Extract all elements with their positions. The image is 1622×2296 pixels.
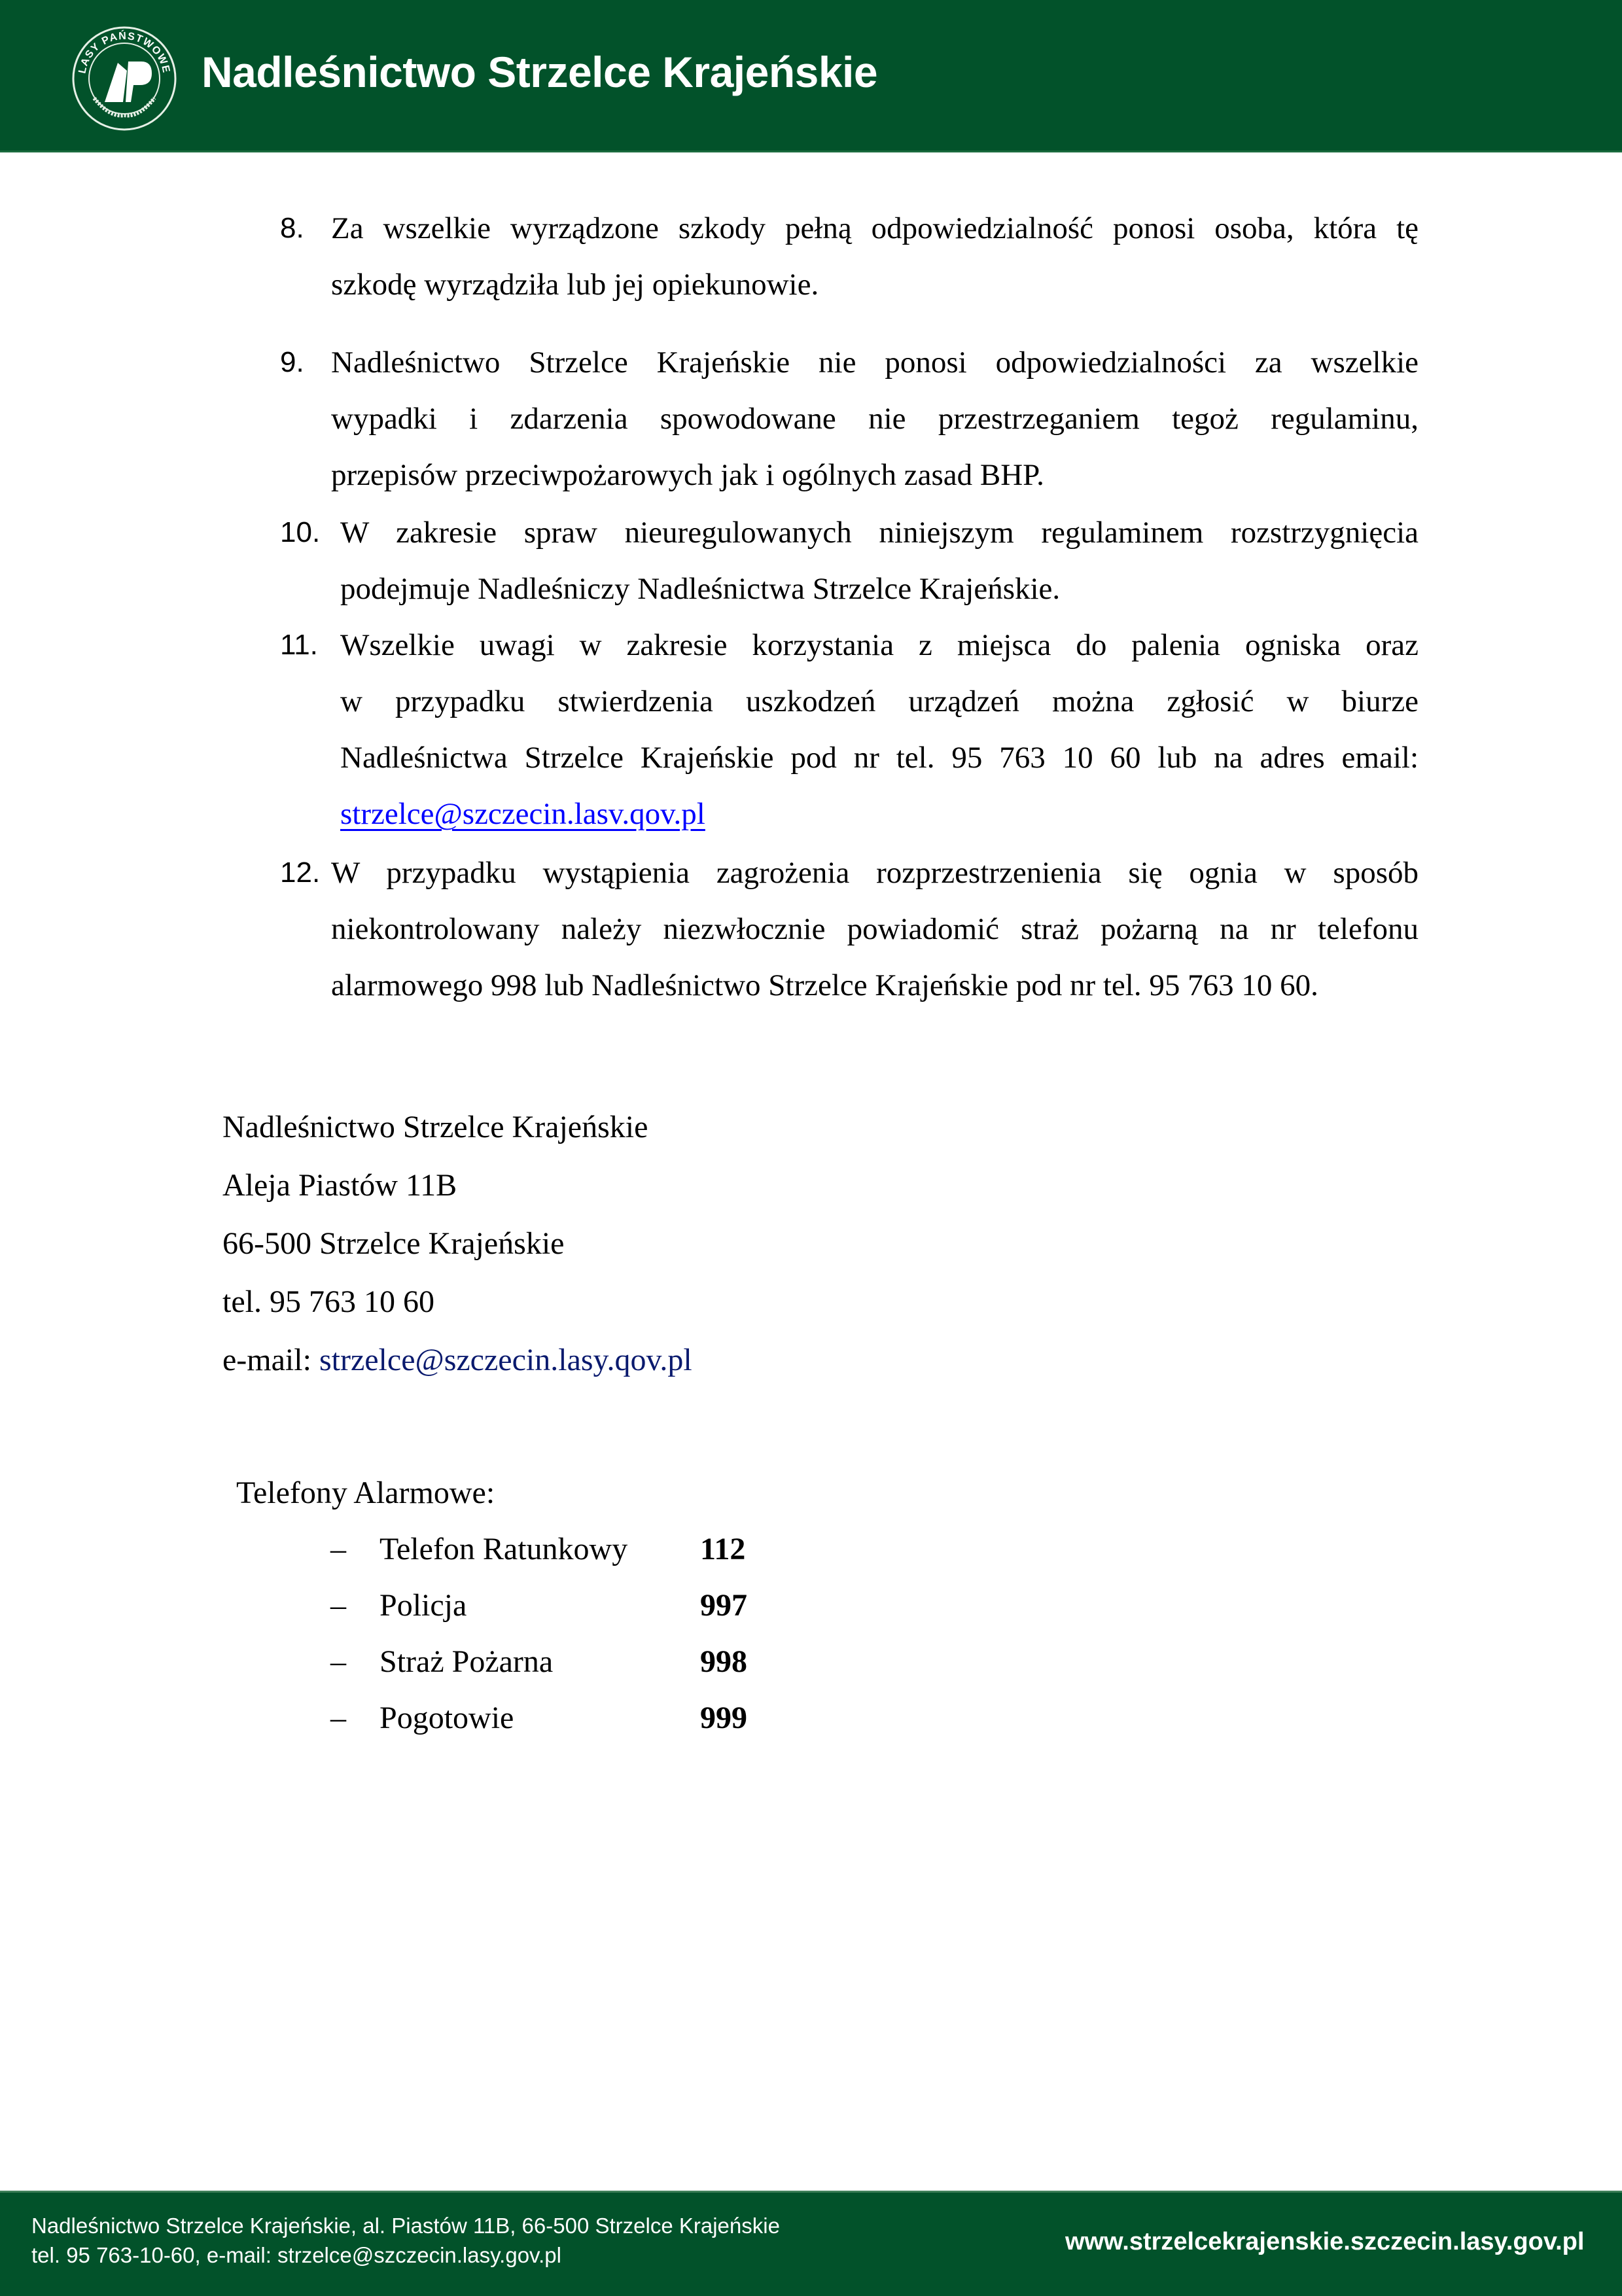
dash-bullet-icon: –: [330, 1644, 346, 1679]
alarm-phones-title: Telefony Alarmowe:: [236, 1475, 495, 1510]
dash-bullet-icon: –: [330, 1701, 346, 1735]
contact-phone: tel. 95 763 10 60: [222, 1284, 434, 1319]
contact-email-link[interactable]: strzelce@szczecin.lasy.qov.pl: [319, 1343, 692, 1377]
alarm-item-number: 999: [700, 1701, 747, 1735]
page-footer: [0, 2191, 1622, 2296]
alarm-item-number: 998: [700, 1644, 747, 1679]
rule-text-line: w przypadku stwierdzenia uszkodzeń urządzeń można zgłosić w biurze: [340, 684, 1419, 718]
svg-text:LASY PAŃSTWOWE: LASY PAŃSTWOWE: [77, 30, 172, 75]
alarm-item-name: Straż Pożarna: [379, 1644, 554, 1679]
page-title: Nadleśnictwo Strzelce Krajeńskie: [202, 48, 878, 96]
rule-text-line: wypadki i zdarzenia spowodowane nie przestrzeganiem tegoż regulaminu,: [331, 402, 1419, 436]
rule-number: 8.: [280, 212, 304, 244]
alarm-item: [330, 1644, 788, 1700]
dash-bullet-icon: –: [330, 1588, 346, 1623]
alarm-item-number: 997: [700, 1588, 747, 1623]
rule-text-line: alarmowego 998 lub Nadleśnictwo Strzelce Krajeńskie pod nr tel. 95 763 10 60.: [331, 968, 1318, 1002]
rule-number: 12.: [280, 857, 321, 889]
alarm-item: [330, 1587, 788, 1644]
page-header: [0, 0, 1622, 152]
rule-text-line: W przypadku wystąpienia zagrożenia rozprzestrzenienia się ognia w sposób: [331, 856, 1419, 890]
contact-block: [222, 1098, 692, 1389]
rule-text-line: Wszelkie uwagi w zakresie korzystania z miejsca do palenia ogniska oraz: [340, 628, 1419, 662]
rule-text-line: Nadleśnictwo Strzelce Krajeńskie nie ponosi odpowiedzialności za wszelkie: [331, 345, 1419, 380]
rule-text-line: Nadleśnictwa Strzelce Krajeńskie pod nr tel. 95 763 10 60 lub na adres email:: [340, 741, 1419, 775]
footer-address: [31, 2211, 780, 2270]
alarm-item: [330, 1531, 788, 1587]
dash-bullet-icon: –: [330, 1532, 346, 1566]
footer-website-link[interactable]: www.strzelcekrajenskie.szczecin.lasy.gov.pl: [1065, 2228, 1585, 2255]
alarm-item-name: Pogotowie: [379, 1701, 514, 1735]
footer-contact-line: tel. 95 763-10-60, e-mail: strzelce@szczecin.lasy.gov.pl: [31, 2243, 561, 2267]
alarm-item: [330, 1700, 788, 1756]
rule-number: 11.: [280, 629, 318, 661]
contact-email-label: e-mail:: [222, 1343, 311, 1377]
contact-name: Nadleśnictwo Strzelce Krajeńskie: [222, 1110, 648, 1144]
rule-text-line: Za wszelkie wyrządzone szkody pełną odpowiedzialność ponosi osoba, która tę: [331, 211, 1419, 245]
contact-city: 66-500 Strzelce Krajeńskie: [222, 1226, 565, 1261]
contact-street: Aleja Piastów 11B: [222, 1168, 457, 1203]
rule-email-link[interactable]: strzelce@szczecin.lasv.qov.pl: [340, 797, 705, 831]
footer-address-line: Nadleśnictwo Strzelce Krajeńskie, al. Piastów 11B, 66-500 Strzelce Krajeńskie: [31, 2214, 780, 2238]
rule-number: 9.: [280, 346, 304, 378]
rule-text-line: niekontrolowany należy niezwłocznie powiadomić straż pożarną na nr telefonu: [331, 912, 1419, 946]
rule-text-line: przepisów przeciwpożarowych jak i ogólnych zasad BHP.: [331, 458, 1044, 492]
alarm-phones-list: [330, 1531, 788, 1756]
rule-text-line: W zakresie spraw nieuregulowanych niniejszym regulaminem rozstrzygnięcia: [340, 516, 1419, 550]
rule-text-line: szkodę wyrządziła lub jej opiekunowie.: [331, 268, 819, 302]
alarm-item-name: Policja: [379, 1588, 467, 1623]
lasy-panstwowe-logo-icon: [71, 25, 178, 132]
rule-text-line: podejmuje Nadleśniczy Nadleśnictwa Strzelce Krajeńskie.: [340, 572, 1061, 606]
rule-number: 10.: [280, 516, 321, 548]
alarm-item-number: 112: [700, 1532, 746, 1566]
alarm-item-name: Telefon Ratunkowy: [379, 1532, 628, 1566]
contact-email-row: [222, 1331, 692, 1389]
